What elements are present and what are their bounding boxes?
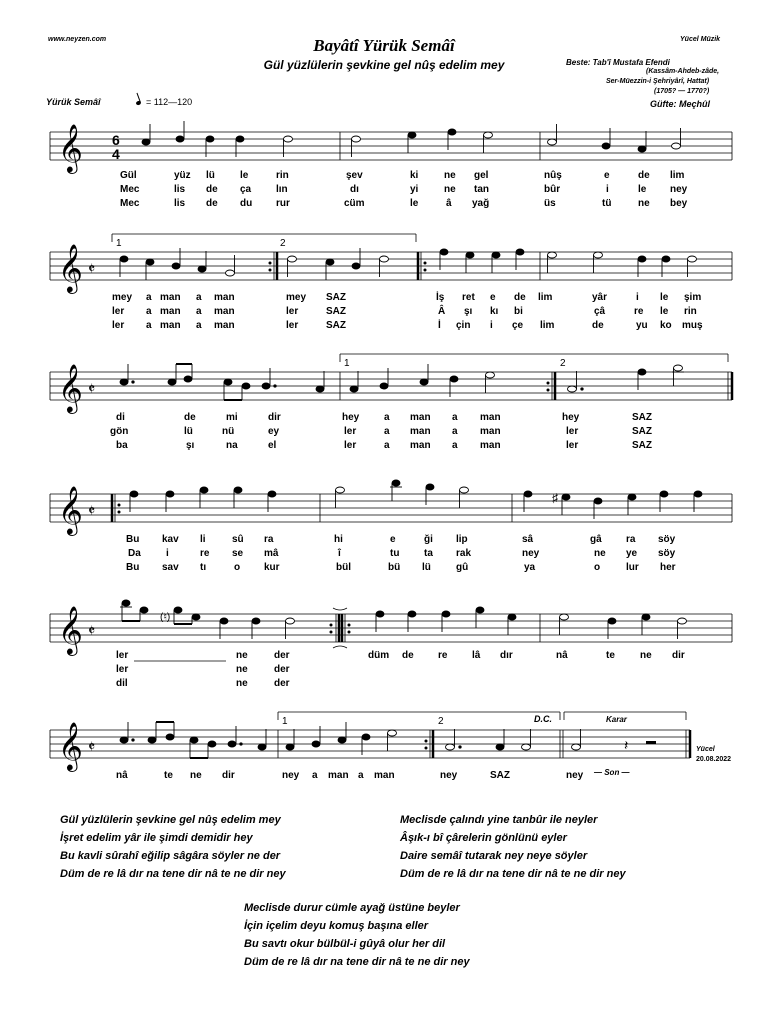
- common-time-icon: 𝄵: [88, 739, 96, 756]
- lyric-s2-r3-1: ler: [112, 320, 125, 331]
- ending-2-label: 2: [280, 238, 286, 249]
- lyric-s1-r1-11: e: [604, 170, 610, 181]
- lyric-s1-r3-2: lis: [174, 198, 186, 209]
- lyric-s1-r2-13: ney: [670, 184, 688, 195]
- lyric-s4-r3-11: o: [594, 562, 601, 573]
- stanza-right-2: Âşık-ı bî çârelerin gönlünü eyler: [400, 832, 567, 844]
- lyric-s2-r1-16: şim: [684, 292, 702, 303]
- lyric-s2-r3-6: ler: [286, 320, 299, 331]
- lyric-s4-r1-4: sû: [232, 534, 244, 545]
- common-time-icon: 𝄵: [88, 261, 96, 278]
- lyric-s3-r1-11: SAZ: [632, 412, 652, 423]
- son-label: — Son —: [594, 768, 630, 777]
- lyric-s1-r1-2: yüz: [174, 170, 191, 181]
- lyric-s1-r3-12: ne: [638, 198, 650, 209]
- lyric-s3-r1-5: hey: [342, 412, 360, 423]
- lyric-s5-r1-11: ne: [640, 650, 652, 661]
- lyric-s4-r3-13: her: [660, 562, 676, 573]
- svg-text:♯: ♯: [552, 491, 558, 505]
- lyric-s2-r2-11: bi: [514, 306, 523, 317]
- ending-1-label: 1: [344, 358, 350, 369]
- lyric-s2-r2-8: Â: [438, 306, 446, 317]
- lyric-s2-r3-9: çin: [456, 320, 471, 331]
- lyric-s6-r1-12: ney: [566, 770, 584, 781]
- composer-alias: (Kassâm-Ahdeb-zâde,: [646, 68, 720, 75]
- lyric-s2-r2-3: man: [160, 306, 181, 317]
- lyric-s5-r1-9: nâ: [556, 650, 568, 661]
- lyric-s1-r2-5: lın: [276, 184, 288, 195]
- lyric-s2-r1-4: a: [196, 292, 202, 303]
- composer-title: Ser-Müezzin-i Şehriyârî, Hattat): [606, 78, 710, 85]
- lyric-s3-r3-11: SAZ: [632, 440, 652, 451]
- lyric-s2-r2-2: a: [146, 306, 152, 317]
- staff-system-6: [0, 708, 768, 798]
- lyric-s2-r1-2: a: [146, 292, 152, 303]
- lyric-s2-r2-10: kı: [490, 306, 499, 317]
- lyric-s3-r2-4: ey: [268, 426, 280, 437]
- karar-label: Karar: [606, 715, 627, 724]
- lyric-s4-r2-1: Da: [128, 548, 141, 559]
- lyric-s3-r3-6: a: [384, 440, 390, 451]
- common-time-icon: 𝄵: [88, 503, 96, 520]
- lyric-s1-r1-7: ki: [410, 170, 419, 181]
- staff-system-5: [0, 592, 768, 702]
- lyric-s4-r3-1: Bu: [126, 562, 140, 573]
- notes-system-2: [120, 248, 697, 280]
- score-title: Bayâtî Yürük Semâî: [313, 36, 455, 55]
- lyric-s1-r2-1: Mec: [120, 184, 140, 195]
- lyric-s2-r3-13: de: [592, 320, 604, 331]
- lyric-s5-r1-2: ne: [236, 650, 248, 661]
- lyric-s4-r1-6: hi: [334, 534, 343, 545]
- lyric-s1-r3-8: â: [446, 198, 452, 209]
- lyric-s4-r1-8: ği: [424, 534, 433, 545]
- staff-4: [0, 472, 768, 542]
- lyric-s3-r2-9: man: [480, 426, 501, 437]
- lyric-s6-r1-5: ney: [282, 770, 300, 781]
- lyric-s1-r3-1: Mec: [120, 198, 140, 209]
- natural-accidental: (♮): [160, 612, 171, 623]
- lyricist-credit: Güfte: Meçhûl: [650, 99, 710, 109]
- lyric-s5-r1-6: re: [438, 650, 448, 661]
- lyric-s2-r3-4: a: [196, 320, 202, 331]
- lyric-s1-r3-9: yağ: [472, 198, 490, 209]
- lyric-s1-r1-12: de: [638, 170, 650, 181]
- lyric-s3-r1-4: dir: [268, 412, 281, 423]
- lyric-s6-r1-3: ne: [190, 770, 202, 781]
- lyric-s5-r1-3: der: [274, 650, 290, 661]
- treble-clef-icon: 𝄞: [58, 363, 83, 412]
- stanza-right-3: Daire semâî tutarak ney neye söyler: [400, 850, 588, 862]
- lyric-s1-r2-2: lis: [174, 184, 186, 195]
- publisher-name: Yücel Müzik: [680, 36, 721, 43]
- lyric-s2-r1-8: İş: [436, 292, 445, 303]
- lyric-s4-r3-9: gû: [456, 562, 469, 573]
- stanza-center-1: Meclisde durur cümle ayağ üstüne beyler: [244, 902, 460, 914]
- lyric-s5-r1-7: lâ: [472, 650, 481, 661]
- lyric-s1-r1-3: lü: [206, 170, 215, 181]
- lyric-s2-r3-8: İ: [438, 320, 441, 331]
- signature: Yücel: [696, 746, 715, 753]
- staff-3: [0, 350, 768, 420]
- lyric-s1-r3-4: du: [240, 198, 253, 209]
- notes-system-5: [120, 600, 687, 639]
- lyric-s3-r2-3: nü: [222, 426, 235, 437]
- lyric-s1-r1-4: le: [240, 170, 249, 181]
- score-subtitle: Gül yüzlülerin şevkine gel nûş edelim mey: [263, 58, 505, 72]
- lyric-s3-r1-9: man: [480, 412, 501, 423]
- ending-1-label: 1: [282, 716, 288, 727]
- lyric-s3-r3-2: şı: [186, 440, 195, 451]
- lyric-s4-r3-2: sav: [162, 562, 179, 573]
- lyric-s3-r3-1: ba: [116, 440, 128, 451]
- lyric-s3-r2-2: lü: [184, 426, 193, 437]
- lyric-s6-r1-8: a: [358, 770, 364, 781]
- lyric-s3-r2-7: man: [410, 426, 431, 437]
- lyric-s2-r2-6: ler: [286, 306, 299, 317]
- form-label: Yürük Semâî: [46, 97, 101, 107]
- lyric-s6-r1-4: dir: [222, 770, 235, 781]
- staff-system-4: [0, 472, 768, 582]
- stanza-right-1: Meclisde çalındı yine tanbûr ile neyler: [400, 814, 598, 826]
- lyric-s5-r3-2: ne: [236, 678, 248, 689]
- lyric-s1-r3-3: de: [206, 198, 218, 209]
- lyric-s3-r2-11: SAZ: [632, 426, 652, 437]
- staff-system-2: [0, 230, 768, 340]
- lyric-s2-r2-4: a: [196, 306, 202, 317]
- lyric-s4-r1-2: kav: [162, 534, 179, 545]
- lyric-s4-r3-10: ya: [524, 562, 536, 573]
- lyric-s2-r1-10: e: [490, 292, 496, 303]
- ending-2-label: 2: [438, 716, 444, 727]
- lyric-s4-r2-12: ye: [626, 548, 638, 559]
- lyric-s4-r2-13: söy: [658, 548, 676, 559]
- lyric-s1-r3-11: tü: [602, 198, 612, 209]
- lyric-s5-r1-8: dır: [500, 650, 513, 661]
- staff-system-3: [0, 350, 768, 460]
- quarter-note-icon: [135, 100, 141, 105]
- lyric-s2-r1-7: SAZ: [326, 292, 346, 303]
- lyric-s3-r2-5: ler: [344, 426, 357, 437]
- lyric-s4-r3-7: bü: [388, 562, 401, 573]
- lyric-s4-r2-4: se: [232, 548, 244, 559]
- lyric-s2-r1-13: yâr: [592, 292, 608, 303]
- staff-system-1: [0, 110, 768, 220]
- lyric-s4-r2-3: re: [200, 548, 210, 559]
- lyric-s2-r3-7: SAZ: [326, 320, 346, 331]
- lyric-s5-r1-10: te: [606, 650, 615, 661]
- lyric-s4-r2-10: ney: [522, 548, 540, 559]
- lyric-s3-r2-1: gön: [110, 426, 129, 437]
- quarter-rest-icon: 𝄽: [624, 737, 629, 753]
- lyric-s2-r3-2: a: [146, 320, 152, 331]
- lyric-s6-r1-10: ney: [440, 770, 458, 781]
- stanza-center-3: Bu savtı okur bülbül-i gûyâ olur her dil: [244, 938, 446, 950]
- common-time-icon: 𝄵: [88, 623, 96, 640]
- lyric-s2-r2-7: SAZ: [326, 306, 346, 317]
- lyric-s3-r1-3: mi: [226, 412, 238, 423]
- lyric-s5-r1-5: de: [402, 650, 414, 661]
- lyric-s2-r1-12: lim: [538, 292, 553, 303]
- lyric-s6-r1-11: SAZ: [490, 770, 510, 781]
- tempo-marking: [136, 97, 192, 107]
- lyric-s4-r1-12: ra: [626, 534, 636, 545]
- lyric-s4-r2-2: i: [166, 548, 169, 559]
- lyric-s2-r2-14: le: [660, 306, 669, 317]
- lyric-s2-r2-15: rin: [684, 306, 697, 317]
- lyric-s4-r1-7: e: [390, 534, 396, 545]
- lyric-s2-r3-3: man: [160, 320, 181, 331]
- notes-system-4: [130, 480, 702, 519]
- lyric-s2-r3-5: man: [214, 320, 235, 331]
- notes-system-3: [120, 364, 684, 400]
- staff-2: [0, 230, 768, 300]
- lyric-s1-r2-9: tan: [474, 184, 489, 195]
- lyric-s1-r3-7: le: [410, 198, 419, 209]
- lyric-s4-r3-3: tı: [200, 562, 207, 573]
- composer-credit: Beste: Tab'î Mustafa Efendi: [566, 58, 670, 67]
- lyric-s2-r1-3: man: [160, 292, 181, 303]
- lyric-s4-r2-8: ta: [424, 548, 433, 559]
- composer-dates: (1705? — 1770?): [654, 88, 710, 95]
- lyric-s2-r2-12: çâ: [594, 306, 606, 317]
- lyric-s2-r1-14: i: [636, 292, 639, 303]
- ending-1-label: 1: [116, 238, 122, 249]
- lyric-s5-r1-4: düm: [368, 650, 390, 661]
- lyric-s3-r3-9: man: [480, 440, 501, 451]
- lyric-s2-r3-14: yu: [636, 320, 648, 331]
- lyric-s1-r1-6: şev: [346, 170, 363, 181]
- stanza-left-1: Gül yüzlülerin şevkine gel nûş edelim mey: [60, 814, 281, 826]
- lyric-s1-r3-10: üs: [544, 198, 556, 209]
- treble-clef-icon: 𝄞: [58, 605, 83, 654]
- staff-1: [0, 110, 768, 180]
- site-url: www.neyzen.com: [48, 36, 107, 43]
- staff-6: [0, 708, 768, 778]
- lyric-s4-r1-1: Bu: [126, 534, 140, 545]
- lyric-s4-r1-11: gâ: [590, 534, 602, 545]
- notes-system-6: [120, 722, 656, 758]
- lyric-s5-r3-3: der: [274, 678, 290, 689]
- lyric-s1-r2-4: ça: [240, 184, 252, 195]
- dc-label: D.C.: [534, 714, 552, 724]
- stanza-right-4: Düm de re lâ dır na tene dir nâ te ne dir ney: [400, 868, 626, 880]
- lyric-s4-r1-9: lip: [456, 534, 468, 545]
- lyric-s1-r1-8: ne: [444, 170, 456, 181]
- lyric-s1-r3-13: bey: [670, 198, 688, 209]
- lyric-s2-r3-11: çe: [512, 320, 524, 331]
- lyric-s1-r2-10: bûr: [544, 184, 561, 195]
- stanza-center-4: Düm de re lâ dır na tene dir nâ te ne dir ney: [244, 956, 470, 968]
- lyric-s2-r1-5: man: [214, 292, 235, 303]
- lyric-s3-r3-7: man: [410, 440, 431, 451]
- lyric-s3-r1-6: a: [384, 412, 390, 423]
- lyric-s3-r1-2: de: [184, 412, 196, 423]
- time-sig-top: 6: [112, 132, 120, 148]
- lyric-s5-r1-1: ler: [116, 650, 129, 661]
- lyric-s1-r2-7: yi: [410, 184, 419, 195]
- lyric-s3-r3-3: na: [226, 440, 238, 451]
- stanza-center-2: İçin içelim deyu komuş başına eller: [244, 920, 429, 932]
- lyric-s2-r3-15: ko: [660, 320, 672, 331]
- lyric-s3-r2-10: ler: [566, 426, 579, 437]
- lyric-s1-r3-5: rur: [276, 198, 290, 209]
- edition-date: 20.08.2022: [696, 756, 732, 763]
- lyric-s5-r2-3: der: [274, 664, 290, 675]
- stanza-left-4: Düm de re lâ dır na tene dir nâ te ne dir ney: [60, 868, 286, 880]
- lyric-s5-r2-1: ler: [116, 664, 129, 675]
- lyric-s5-r2-2: ne: [236, 664, 248, 675]
- common-time-icon: 𝄵: [88, 381, 96, 398]
- lyric-s6-r1-1: nâ: [116, 770, 128, 781]
- lyric-s3-r3-5: ler: [344, 440, 357, 451]
- lyric-s1-r2-8: ne: [444, 184, 456, 195]
- lyric-s4-r3-12: lur: [626, 562, 639, 573]
- lyric-s5-r3-1: dil: [116, 678, 128, 689]
- lyric-s6-r1-2: te: [164, 770, 173, 781]
- lyric-s4-r2-6: î: [338, 548, 341, 559]
- lyric-s1-r2-6: dı: [350, 184, 359, 195]
- lyric-s2-r1-15: le: [660, 292, 669, 303]
- lyric-s6-r1-7: man: [328, 770, 349, 781]
- stanza-left-3: Bu kavli sûrahî eğilip sâgâra söyler ne der: [60, 850, 281, 862]
- lyric-s3-r3-4: el: [268, 440, 277, 451]
- lyric-s1-r2-12: le: [638, 184, 647, 195]
- lyric-s4-r2-9: rak: [456, 548, 472, 559]
- lyric-s1-r1-5: rin: [276, 170, 289, 181]
- lyric-s1-r2-3: de: [206, 184, 218, 195]
- lyric-s1-r1-1: Gül: [120, 170, 137, 181]
- ending-2-label: 2: [560, 358, 566, 369]
- lyric-s2-r2-1: ler: [112, 306, 125, 317]
- lyric-s3-r1-7: man: [410, 412, 431, 423]
- lyric-s2-r1-11: de: [514, 292, 526, 303]
- lyric-s4-r1-13: söy: [658, 534, 676, 545]
- lyric-s2-r2-13: re: [634, 306, 644, 317]
- lyric-s4-r1-10: sâ: [522, 534, 534, 545]
- lyric-s3-r1-8: a: [452, 412, 458, 423]
- tempo-value: = 112—120: [146, 97, 193, 107]
- time-sig-bottom: 4: [112, 146, 120, 162]
- lyric-s1-r1-10: nûş: [544, 170, 562, 181]
- lyric-s2-r3-12: lim: [540, 320, 555, 331]
- lyric-s4-r1-5: ra: [264, 534, 274, 545]
- lyric-s4-r2-5: mâ: [264, 548, 279, 559]
- lyric-s4-r2-11: ne: [594, 548, 606, 559]
- treble-clef-icon: 𝄞: [58, 243, 83, 292]
- lyric-s3-r1-1: di: [116, 412, 125, 423]
- lyric-s4-r2-7: tu: [390, 548, 400, 559]
- lyric-s3-r1-10: hey: [562, 412, 580, 423]
- lyric-s6-r1-9: man: [374, 770, 395, 781]
- lyric-s1-r1-9: gel: [474, 170, 489, 181]
- lyric-s3-r2-6: a: [384, 426, 390, 437]
- lyric-s4-r3-8: lü: [422, 562, 431, 573]
- stanza-left-2: İşret edelim yâr ile şimdi demidir hey: [60, 832, 253, 844]
- lyric-s1-r3-6: cüm: [344, 198, 365, 209]
- treble-clef-icon: 𝄞: [58, 721, 83, 770]
- lyric-s2-r1-1: mey: [112, 292, 133, 303]
- lyric-s2-r1-6: mey: [286, 292, 307, 303]
- lyric-s2-r2-5: man: [214, 306, 235, 317]
- lyric-s2-r1-9: ret: [462, 292, 475, 303]
- lyric-s4-r3-6: bül: [336, 562, 351, 573]
- lyric-s4-r3-5: kur: [264, 562, 280, 573]
- lyric-s2-r3-10: i: [490, 320, 493, 331]
- lyric-s1-r2-11: i: [606, 184, 609, 195]
- lyric-s2-r2-9: şı: [464, 306, 473, 317]
- lyric-s4-r3-4: o: [234, 562, 241, 573]
- lyric-s4-r1-3: li: [200, 534, 206, 545]
- lyric-s3-r2-8: a: [452, 426, 458, 437]
- lyric-s5-r1-12: dir: [672, 650, 685, 661]
- treble-clef-icon: 𝄞: [58, 485, 83, 534]
- lyric-s3-r3-8: a: [452, 440, 458, 451]
- treble-clef-icon: 𝄞: [58, 123, 83, 172]
- lyric-s2-r3-16: muş: [682, 320, 703, 331]
- lyric-s3-r3-10: ler: [566, 440, 579, 451]
- lyric-s1-r1-13: lim: [670, 170, 685, 181]
- lyric-s6-r1-6: a: [312, 770, 318, 781]
